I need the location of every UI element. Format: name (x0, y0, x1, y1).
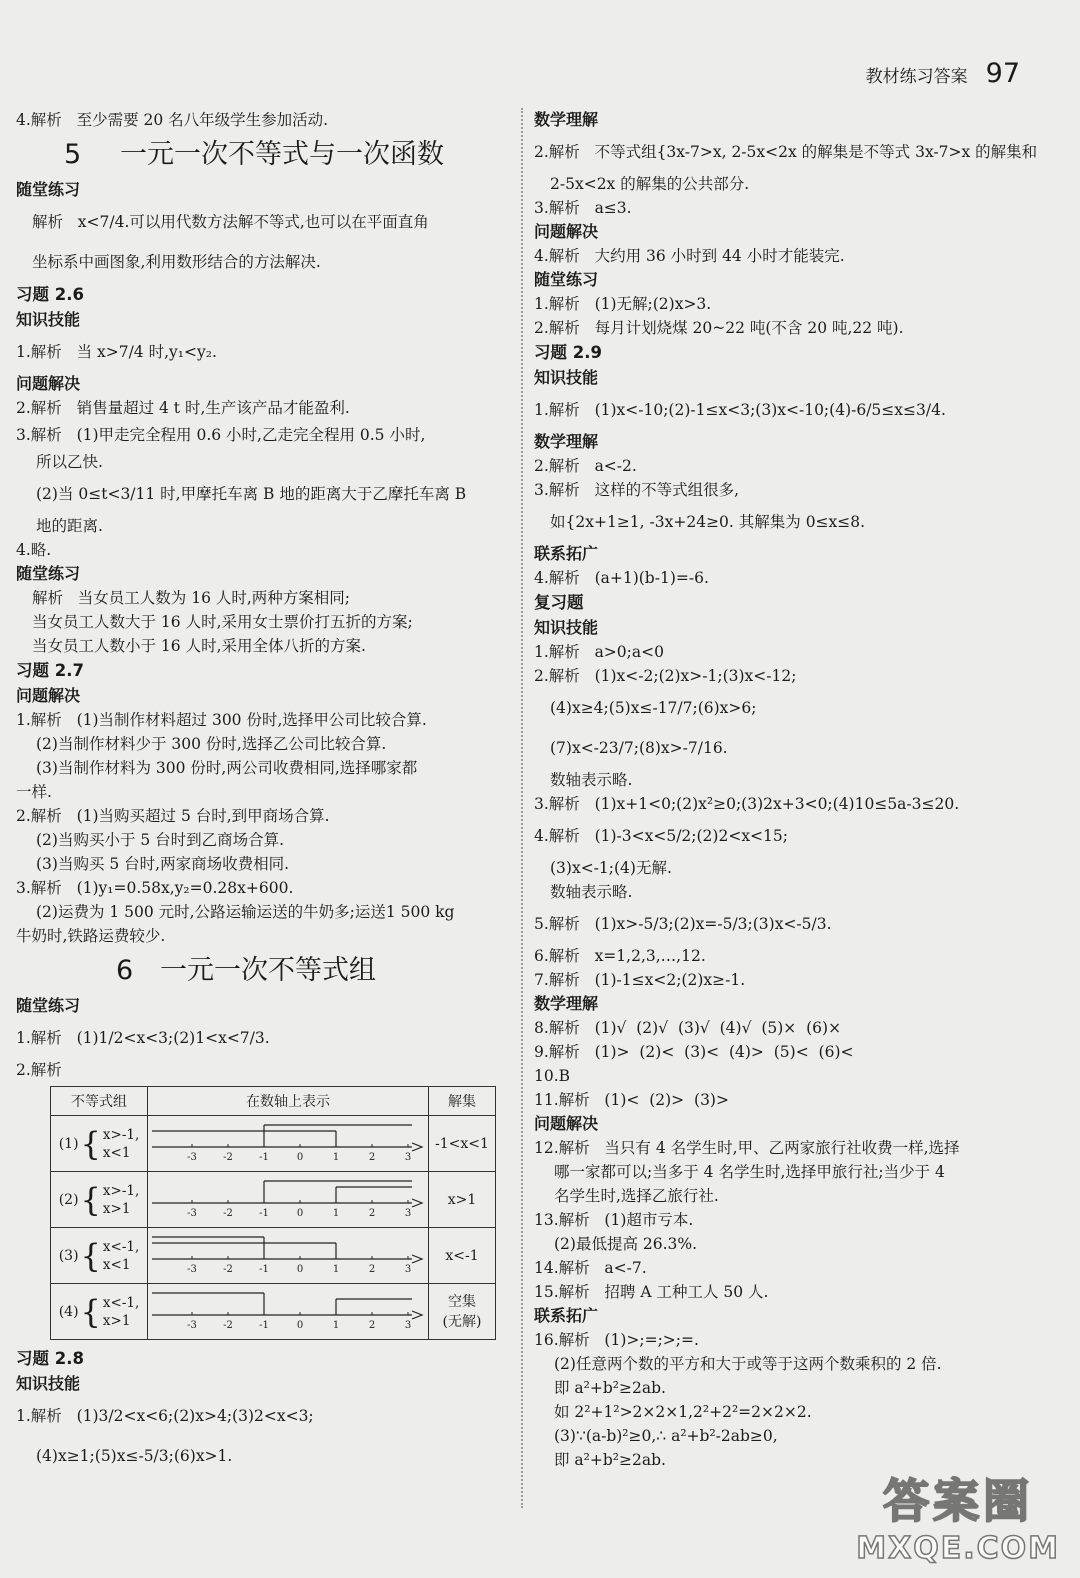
answer-line: 当女员工人数小于 16 人时,采用全体八折的方案. (32, 637, 366, 655)
answer-line: 3.解析 这样的不等式组很多, (534, 481, 739, 499)
number-line (150, 1229, 426, 1279)
page-header (866, 58, 1020, 89)
answer-line: 牛奶时,铁路运费较少. (16, 927, 166, 945)
axis-arrow (412, 1199, 422, 1207)
answer-line: 解析 x<7/4.可以用代数方法解不等式,也可以在平面直角 (32, 213, 429, 231)
solution-note: (无解) (442, 1313, 482, 1330)
answer-line: (2)当制作材料少于 300 份时,选择乙公司比较合算. (36, 735, 387, 753)
section-label: 数学理解 (534, 994, 599, 1013)
answer-line: 4.解析 (a+1)(b-1)=-6. (534, 569, 709, 587)
section-label: 联系拓广 (534, 544, 599, 563)
solution-text: 空集 (448, 1293, 476, 1310)
answer-line: 12.解析 当只有 4 名学生时,甲、乙两家旅行社收费一样,选择 (534, 1139, 960, 1157)
answer-line: 一样. (16, 783, 52, 801)
answer-line: 7.解析 (1)-1≤x<2;(2)x≥-1. (534, 971, 746, 989)
section-label: 知识技能 (534, 618, 599, 637)
page-number: 97 (985, 58, 1020, 89)
axis-arrow (412, 1143, 422, 1151)
section-label: 问题解决 (534, 222, 599, 241)
answer-line: 4.略. (16, 541, 52, 559)
answer-line: (3)∵(a-b)²≥0,∴ a²+b²-2ab≥0, (554, 1427, 778, 1445)
tick-label: 1 (332, 1263, 340, 1275)
answer-line: 2.解析 不等式组{3x-7>x, 2-5x<2x 的解集是不等式 3x-7>x 的解集和 (534, 143, 1038, 161)
section-label: 知识技能 (16, 310, 81, 329)
section-label: 联系拓广 (534, 1306, 599, 1325)
answer-line: (7)x<-23/7;(8)x>-7/16. (550, 739, 728, 757)
tick-label: 0 (296, 1263, 304, 1275)
answer-line: 所以乙快. (36, 453, 103, 471)
number-line-cell (148, 1284, 429, 1340)
tick-label: -3 (187, 1263, 197, 1275)
answer-line: 1.解析 当 x>7/4 时,y₁<y₂. (16, 343, 217, 361)
solution-cell: -1<x<1 (429, 1116, 496, 1172)
answer-line: 1.解析 (1)x<-10;(2)-1≤x<3;(3)x<-10;(4)-6/5≤x≤3/4. (534, 401, 946, 419)
answer-line: 16.解析 (1)>;=;>;=. (534, 1331, 699, 1349)
answer-line: 3.解析 (1)x+1<0;(2)x²≥0;(3)2x+3<0;(4)10≤5a-3≤20. (534, 795, 960, 813)
tick-label: -2 (223, 1319, 233, 1331)
number-line-cell (148, 1228, 429, 1284)
inequality-line: x>1 (102, 1200, 131, 1217)
exercise-heading: 习题 2.9 (534, 343, 602, 362)
chapter-heading-5 (16, 132, 516, 178)
watermark-logo: 答案圈 (883, 1474, 1034, 1528)
system-label: (2) (58, 1191, 79, 1208)
inequality-system-cell (51, 1284, 148, 1340)
section-label: 知识技能 (534, 368, 599, 387)
system-label: (3) (58, 1247, 79, 1264)
answer-line: 11.解析 (1)< (2)> (3)> (534, 1091, 729, 1109)
tick-label: -1 (259, 1207, 269, 1219)
answer-line: 4.解析 (1)-3<x<5/2;(2)2<x<15; (534, 827, 788, 845)
answer-line: 4.解析 大约用 36 小时到 44 小时才能装完. (534, 247, 845, 265)
tick-label: 1 (332, 1151, 340, 1163)
section-label: 随堂练习 (16, 180, 81, 199)
answer-line: 3.解析 (1)y₁=0.58x,y₂=0.28x+600. (16, 879, 294, 897)
section-label: 随堂练习 (16, 564, 81, 583)
inequality-system-cell (51, 1116, 148, 1172)
section-label: 问题解决 (16, 374, 81, 393)
answer-line: (2)最低提高 26.3%. (554, 1235, 698, 1253)
chapter-number: 6 (116, 955, 134, 986)
section-label: 数学理解 (534, 110, 599, 129)
answer-line: 数轴表示略. (550, 771, 633, 789)
tick-label: 1 (332, 1319, 340, 1331)
tick-label: 3 (404, 1151, 412, 1163)
tick-label: -1 (259, 1319, 269, 1331)
section-label: 随堂练习 (534, 270, 599, 289)
header-title: 教材练习答案 (865, 67, 968, 87)
answer-line: (2)当 0≤t<3/11 时,甲摩托车离 B 地的距离大于乙摩托车离 B (36, 485, 467, 503)
answer-line: (2)运费为 1 500 元时,公路运输运送的牛奶多;运送1 500 kg (36, 903, 455, 921)
solution-cell: x<-1 (429, 1228, 496, 1284)
number-line (150, 1117, 426, 1167)
inequality-line: x<-1, (102, 1238, 140, 1255)
tick-label: 0 (296, 1207, 304, 1219)
watermark-url: MXQE.COM (856, 1531, 1060, 1566)
answer-line: (4)x≥1;(5)x≤-5/3;(6)x>1. (36, 1447, 233, 1465)
answer-line: 2-5x<2x 的解集的公共部分. (550, 175, 750, 193)
tick-label: -2 (223, 1207, 233, 1219)
brace-symbol: { (80, 1292, 101, 1331)
answer-line: 名学生时,选择乙旅行社. (554, 1187, 719, 1205)
table-header-row (51, 1087, 496, 1116)
inequality-system-cell (51, 1228, 148, 1284)
left-column (16, 108, 516, 1476)
site-watermark (856, 1465, 1060, 1566)
tick-label: 0 (296, 1151, 304, 1163)
answer-line: 1.解析 (1)3/2<x<6;(2)x>4;(3)2<x<3; (16, 1407, 314, 1425)
answer-line: 8.解析 (1)√ (2)√ (3)√ (4)√ (5)× (6)× (534, 1019, 842, 1037)
answer-line: 15.解析 招聘 A 工种工人 50 人. (534, 1283, 769, 1301)
tick-label: 2 (368, 1263, 376, 1275)
answer-line: 哪一家都可以;当多于 4 名学生时,选择甲旅行社;当少于 4 (554, 1163, 945, 1181)
tick-label: 0 (296, 1319, 304, 1331)
answer-line: 5.解析 (1)x>-5/3;(2)x=-5/3;(3)x<-5/3. (534, 915, 832, 933)
system-label: (4) (58, 1303, 79, 1320)
answer-line: (2)任意两个数的平方和大于或等于这两个数乘积的 2 倍. (554, 1355, 942, 1373)
brace-symbol: { (80, 1124, 101, 1163)
table-row (51, 1172, 496, 1228)
tick-label: -3 (187, 1319, 197, 1331)
section-label: 问题解决 (16, 686, 81, 705)
inequality-line: x<1 (102, 1256, 131, 1273)
inequality-line: x<-1, (102, 1294, 140, 1311)
chapter-title: 一元一次不等式组 (160, 955, 376, 986)
table-header-cell: 解集 (429, 1087, 496, 1116)
tick-label: -1 (259, 1263, 269, 1275)
answer-line: 1.解析 (1)1/2<x<3;(2)1<x<7/3. (16, 1029, 270, 1047)
table-header-cell: 不等式组 (51, 1087, 148, 1116)
table-header-cell: 在数轴上表示 (148, 1087, 429, 1116)
tick-label: -2 (223, 1263, 233, 1275)
answer-line: 即 a²+b²≥2ab. (554, 1451, 666, 1469)
answer-line: 即 a²+b²≥2ab. (554, 1379, 666, 1397)
answer-line: 6.解析 x=1,2,3,…,12. (534, 947, 706, 965)
answer-line: 地的距离. (36, 517, 103, 535)
exercise-heading: 复习题 (534, 593, 584, 612)
answer-line: 2.解析 每月计划烧煤 20~22 吨(不含 20 吨,22 吨). (534, 319, 904, 337)
table-row (51, 1228, 496, 1284)
tick-label: 3 (404, 1319, 412, 1331)
axis-arrow (412, 1311, 422, 1319)
answer-line: (3)x<-1;(4)无解. (550, 859, 672, 877)
chapter-heading-6 (16, 948, 516, 994)
answer-line: 3.解析 a≤3. (534, 199, 632, 217)
answer-line: 2.解析 (1)x<-2;(2)x>-1;(3)x<-12; (534, 667, 797, 685)
answer-line: 数轴表示略. (550, 883, 633, 901)
answer-line: (3)当购买 5 台时,两家商场收费相同. (36, 855, 290, 873)
answer-line: (3)当制作材料为 300 份时,两公司收费相同,选择哪家都 (36, 759, 418, 777)
tick-label: 3 (404, 1207, 412, 1219)
section-label: 问题解决 (534, 1114, 599, 1133)
inequality-line: x<1 (102, 1144, 131, 1161)
answer-line: 9.解析 (1)> (2)< (3)< (4)> (5)< (6)< (534, 1043, 854, 1061)
tick-label: -3 (187, 1207, 197, 1219)
tick-label: -3 (187, 1151, 197, 1163)
answer-line: 如{2x+1≥1, -3x+24≥0. 其解集为 0≤x≤8. (550, 513, 866, 531)
section-label: 知识技能 (16, 1374, 81, 1393)
tick-label: 3 (404, 1263, 412, 1275)
answer-line: 10.B (534, 1067, 571, 1085)
inequality-line: x>1 (102, 1312, 131, 1329)
answer-line: 2.解析 (16, 1061, 62, 1079)
number-line-cell (148, 1172, 429, 1228)
inequality-system-cell (51, 1172, 148, 1228)
answer-line: 坐标系中画图象,利用数形结合的方法解决. (32, 253, 321, 271)
number-line (150, 1285, 426, 1335)
tick-label: -1 (259, 1151, 269, 1163)
solution-cell (429, 1284, 496, 1340)
section-label: 随堂练习 (16, 996, 81, 1015)
number-line (150, 1173, 426, 1223)
answer-line: 4.解析 至少需要 20 名八年级学生参加活动. (16, 111, 329, 129)
answer-line: 1.解析 (1)当制作材料超过 300 份时,选择甲公司比较合算. (16, 711, 427, 729)
exercise-heading: 习题 2.8 (16, 1349, 84, 1368)
section-label: 数学理解 (534, 432, 599, 451)
solution-cell: x>1 (429, 1172, 496, 1228)
table-row (51, 1116, 496, 1172)
answer-line: 2.解析 a<-2. (534, 457, 637, 475)
answer-line: 解析 当女员工人数为 16 人时,两种方案相同; (32, 589, 351, 607)
answer-line: 13.解析 (1)超市亏本. (534, 1211, 694, 1229)
tick-label: 2 (368, 1207, 376, 1219)
answer-line: 2.解析 (1)当购买超过 5 台时,到甲商场合算. (16, 807, 330, 825)
answer-line: 1.解析 (1)无解;(2)x>3. (534, 295, 712, 313)
inequality-line: x>-1, (102, 1182, 140, 1199)
number-line-cell (148, 1116, 429, 1172)
inequality-line: x>-1, (102, 1126, 140, 1143)
answer-line: (4)x≥4;(5)x≤-17/7;(6)x>6; (550, 699, 757, 717)
chapter-title: 一元一次不等式与一次函数 (120, 139, 444, 170)
exercise-heading: 习题 2.6 (16, 285, 84, 304)
tick-label: -2 (223, 1151, 233, 1163)
right-column (534, 108, 1054, 1472)
answer-line: 3.解析 (1)甲走完全程用 0.6 小时,乙走完全程用 0.5 小时, (16, 426, 426, 444)
axis-arrow (412, 1255, 422, 1263)
answer-line: 1.解析 a>0;a<0 (534, 643, 664, 661)
chapter-number: 5 (64, 139, 82, 170)
answer-line: 如 2²+1²>2×2×1,2²+2²=2×2×2. (554, 1403, 812, 1421)
answer-line: 14.解析 a<-7. (534, 1259, 647, 1277)
table-row (51, 1284, 496, 1340)
exercise-heading: 习题 2.7 (16, 661, 84, 680)
brace-symbol: { (80, 1236, 101, 1275)
tick-label: 2 (368, 1319, 376, 1331)
answer-line: (2)当购买小于 5 台时到乙商场合算. (36, 831, 285, 849)
column-divider (521, 108, 523, 1508)
brace-symbol: { (80, 1180, 101, 1219)
inequality-table (50, 1086, 496, 1340)
answer-line: 2.解析 销售量超过 4 t 时,生产该产品才能盈利. (16, 399, 350, 417)
answer-line: 当女员工人数大于 16 人时,采用女士票价打五折的方案; (32, 613, 413, 631)
tick-label: 2 (368, 1151, 376, 1163)
system-label: (1) (58, 1135, 79, 1152)
tick-label: 1 (332, 1207, 340, 1219)
